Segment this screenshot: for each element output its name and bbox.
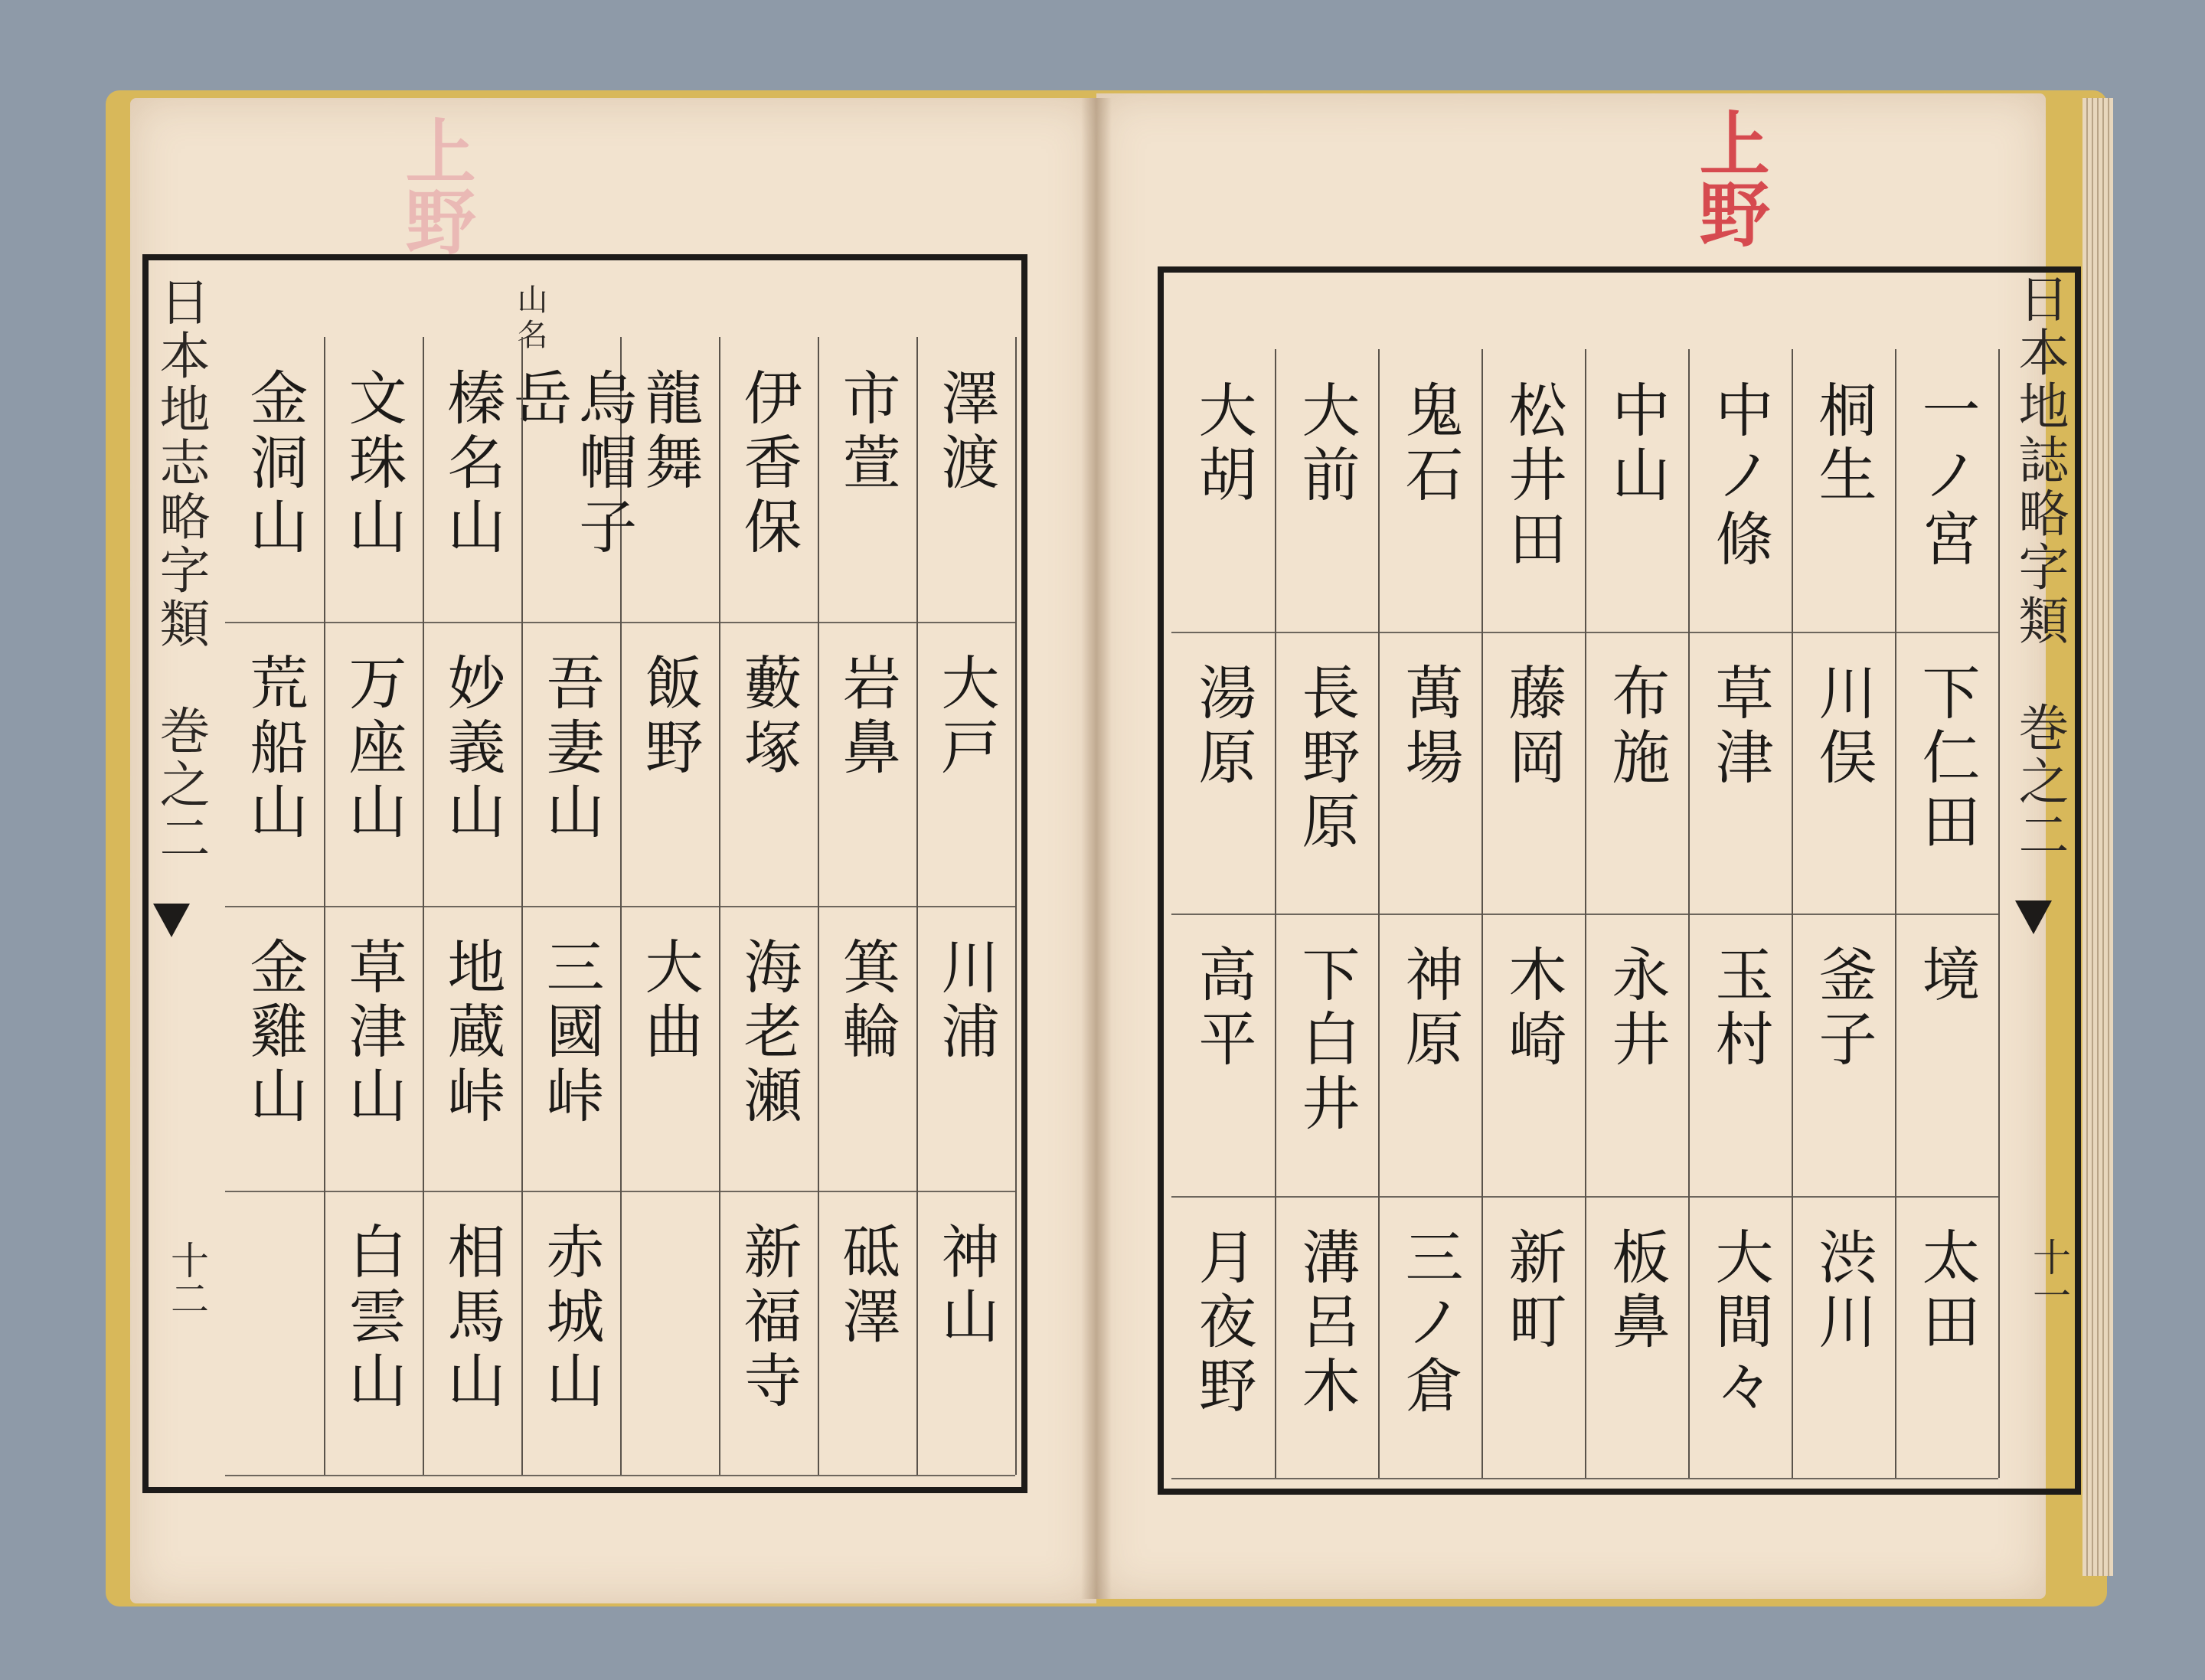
left-cell [423, 1191, 521, 1477]
place-name: 大前 [1292, 380, 1361, 508]
left-cell [521, 906, 620, 1192]
right-cell [1688, 349, 1792, 633]
right-cell [1895, 349, 1998, 633]
place-name: 三國峠 [537, 936, 606, 1129]
right-cell [1585, 1196, 1688, 1480]
left-column [818, 337, 918, 1475]
right-page-spine-title: 日本地誌略字類 巻之二 [2010, 273, 2069, 862]
left-page-spine-marker [153, 904, 190, 937]
right-word-grid [1171, 349, 1998, 1478]
left-cell [620, 1191, 719, 1477]
place-name: 妙義山 [438, 652, 507, 845]
place-name: 新福寺 [734, 1221, 803, 1414]
right-cell [1585, 914, 1688, 1198]
place-name: 新町 [1499, 1226, 1568, 1355]
place-name: 鬼石 [1396, 380, 1465, 508]
place-name: 中ノ條 [1706, 380, 1775, 573]
right-cell [1688, 632, 1792, 916]
left-cell [818, 1191, 916, 1477]
left-cell [423, 906, 521, 1192]
right-cell [1171, 1196, 1275, 1480]
place-name: 渋川 [1809, 1226, 1878, 1355]
place-name: 月夜野 [1189, 1226, 1258, 1420]
place-name: 文珠山 [339, 368, 408, 561]
place-name: 榛名山 [438, 368, 507, 561]
right-cell [1792, 349, 1895, 633]
place-name: 布施 [1602, 662, 1671, 791]
right-page-spine-marker [2015, 900, 2052, 934]
right-cell [1275, 632, 1378, 916]
place-name: 松井田 [1499, 380, 1568, 573]
left-column [423, 337, 523, 1475]
left-cell [719, 1191, 818, 1477]
place-name: 地蔵峠 [438, 936, 507, 1129]
place-name: 金雞山 [240, 936, 309, 1129]
right-page-table [1158, 266, 2081, 1495]
place-name: 板鼻 [1602, 1226, 1671, 1355]
right-column [1171, 349, 1276, 1478]
right-cell [1481, 632, 1585, 916]
right-cell [1792, 914, 1895, 1198]
left-cell [324, 906, 423, 1192]
right-cell [1378, 349, 1481, 633]
left-cell [225, 1191, 324, 1477]
place-name: 川浦 [932, 936, 1001, 1065]
place-name: 岩鼻 [833, 652, 902, 781]
right-column [1585, 349, 1690, 1478]
right-cell [1275, 349, 1378, 633]
place-name: 万座山 [339, 652, 408, 845]
place-name: 砥澤 [833, 1221, 902, 1350]
right-page-stamp: 上野 [1687, 107, 1771, 248]
place-name: 伊香保 [734, 368, 803, 561]
right-cell [1275, 1196, 1378, 1480]
place-name: 木崎 [1499, 944, 1568, 1073]
left-cell [916, 622, 1015, 908]
left-column [324, 337, 424, 1475]
place-name: 神原 [1396, 944, 1465, 1073]
right-cell [1895, 632, 1998, 916]
place-name: 飯野 [635, 652, 704, 781]
right-cell [1585, 349, 1688, 633]
place-name: 萬場 [1396, 662, 1465, 791]
right-cell [1481, 349, 1585, 633]
left-page-spine-title: 日本地志略字類 巻之二 [151, 276, 210, 865]
place-name: 吾妻山 [537, 652, 606, 845]
right-column [1275, 349, 1380, 1478]
left-page-category: 山名 [512, 283, 547, 354]
left-page-number: 十二 [165, 1240, 209, 1317]
left-cell [521, 1191, 620, 1477]
place-name: 相馬山 [438, 1221, 507, 1414]
place-name: 金洞山 [240, 368, 309, 561]
place-name: 川俣 [1809, 662, 1878, 791]
left-cell [719, 337, 818, 623]
place-name: 一ノ宮 [1913, 380, 1981, 573]
left-cell [324, 1191, 423, 1477]
place-name: 下仁田 [1913, 662, 1981, 855]
place-name: 神山 [932, 1221, 1001, 1350]
place-name: 玉村 [1706, 944, 1775, 1073]
left-cell [225, 906, 324, 1192]
place-name: 箕輪 [833, 936, 902, 1065]
right-cell [1585, 632, 1688, 916]
place-name: 市萱 [833, 368, 902, 496]
right-cell [1481, 914, 1585, 1198]
left-cell [916, 906, 1015, 1192]
right-cell [1792, 1196, 1895, 1480]
left-cell [719, 622, 818, 908]
left-cell [818, 906, 916, 1192]
right-page-number: 十一 [2027, 1237, 2071, 1314]
place-name: 荒船山 [240, 652, 309, 845]
left-cell [423, 337, 521, 623]
place-name: 三ノ倉 [1396, 1226, 1465, 1420]
place-name: 中山 [1602, 380, 1671, 508]
left-cell [504, 337, 638, 623]
right-column [1378, 349, 1483, 1478]
place-name: 大間々 [1706, 1226, 1775, 1420]
place-name: 藤岡 [1499, 662, 1568, 791]
place-name: 溝呂木 [1292, 1226, 1361, 1420]
place-name: 湯原 [1189, 662, 1258, 791]
place-name: 龍舞 [635, 368, 704, 496]
place-name: 烏帽子岳 [504, 368, 638, 561]
left-cell [225, 337, 324, 623]
left-cell [324, 337, 423, 623]
right-column [1688, 349, 1793, 1478]
right-cell [1688, 1196, 1792, 1480]
place-name: 高平 [1189, 944, 1258, 1073]
place-name: 草津 [1706, 662, 1775, 791]
place-name: 太田 [1913, 1226, 1981, 1355]
left-cell [818, 337, 916, 623]
right-cell [1171, 349, 1275, 633]
right-column [1481, 349, 1586, 1478]
right-column [1792, 349, 1896, 1478]
left-cell [719, 906, 818, 1192]
place-name: 下白井 [1292, 944, 1361, 1137]
left-column [225, 337, 325, 1475]
place-name: 大胡 [1189, 380, 1258, 508]
book-gutter [1081, 98, 1112, 1599]
right-column [1895, 349, 2000, 1478]
left-page-table [142, 254, 1027, 1493]
right-cell [1275, 914, 1378, 1198]
place-name: 白雲山 [339, 1221, 408, 1414]
place-name: 藪塚 [734, 652, 803, 781]
place-name: 草津山 [339, 936, 408, 1129]
right-cell [1171, 914, 1275, 1198]
right-cell [1688, 914, 1792, 1198]
left-word-grid [225, 337, 1015, 1475]
left-cell [916, 1191, 1015, 1477]
left-page-stamp: 上野 [394, 115, 477, 256]
place-name: 赤城山 [537, 1221, 606, 1414]
place-name: 釜子 [1809, 944, 1878, 1073]
place-name: 海老瀬 [734, 936, 803, 1129]
left-cell [521, 622, 620, 908]
right-cell [1378, 914, 1481, 1198]
right-cell [1895, 914, 1998, 1198]
place-name: 大曲 [635, 936, 704, 1065]
place-name: 澤渡 [932, 368, 1001, 496]
right-cell [1378, 1196, 1481, 1480]
left-cell [916, 337, 1015, 623]
left-cell [620, 906, 719, 1192]
right-cell [1378, 632, 1481, 916]
place-name: 桐生 [1809, 380, 1878, 508]
left-cell [620, 622, 719, 908]
left-column [504, 337, 638, 1475]
place-name: 境 [1913, 944, 1981, 1008]
page-edges [2082, 98, 2113, 1576]
right-cell [1171, 632, 1275, 916]
left-cell [225, 622, 324, 908]
left-cell [423, 622, 521, 908]
right-cell [1481, 1196, 1585, 1480]
place-name: 長野原 [1292, 662, 1361, 855]
place-name: 大戸 [932, 652, 1001, 781]
left-cell [818, 622, 916, 908]
left-column [916, 337, 1017, 1475]
left-column [719, 337, 819, 1475]
place-name: 永井 [1602, 944, 1671, 1073]
left-cell [324, 622, 423, 908]
right-cell [1895, 1196, 1998, 1480]
right-cell [1792, 632, 1895, 916]
